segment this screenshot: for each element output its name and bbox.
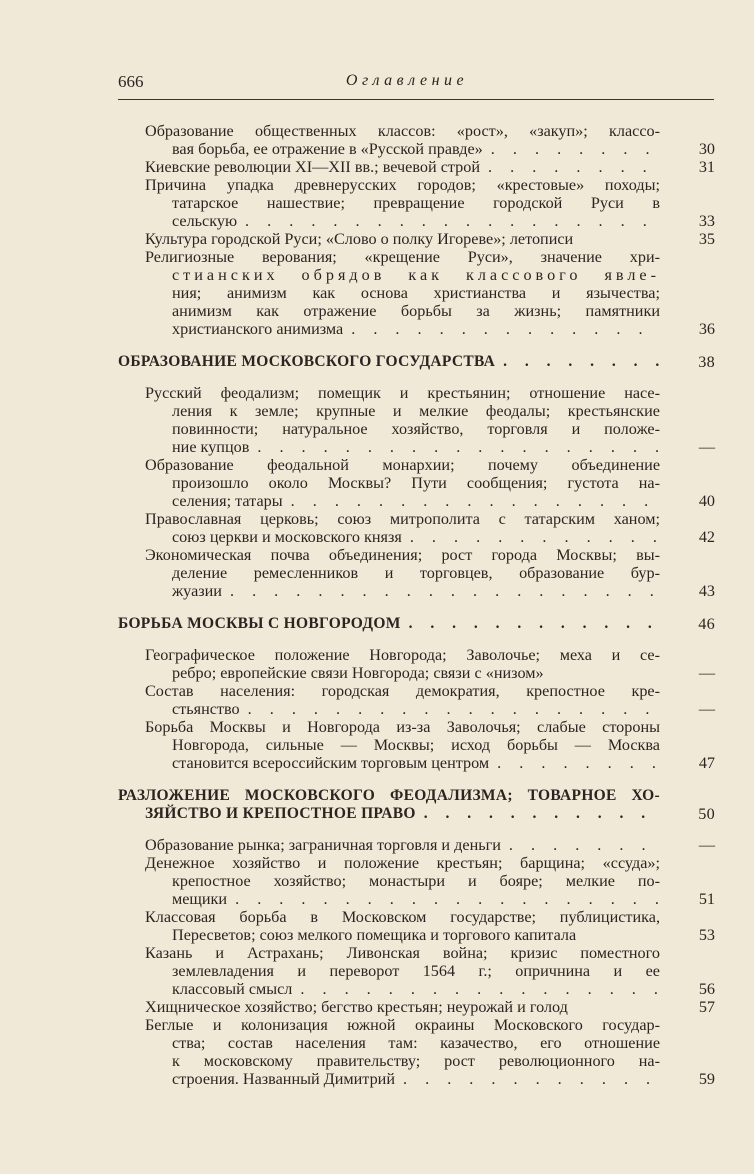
toc-line-text: селения; татары [172,492,283,510]
toc-line-text: Образование феодальной монархии; почему объединение [145,456,660,474]
toc-entry [145,158,715,176]
toc-line-text: произошло около Москвы? Пути сообщения; густота на- [172,474,660,492]
toc-line-text: становится всероссийским торговым центром [172,754,490,772]
toc-line-text: Казань и Астрахань; Ливонская война; кризис поместного [145,944,660,962]
toc-page-number: — [698,438,715,456]
toc-entry [145,122,715,158]
toc-page-number: 46 [698,615,715,633]
toc-line [172,754,715,772]
toc-entry [145,854,715,908]
toc-line-text: христианского анимизма [172,320,344,338]
toc-page-number: 53 [698,926,715,944]
toc-line [172,980,715,998]
toc-line [172,420,660,438]
dot-leader [480,158,660,176]
dot-leader [240,700,660,718]
toc-line-text: мещики [172,890,228,908]
toc-line-text: ребро; европейские связи Новгорода; связи с «низом» [172,664,544,682]
toc-page-number: 31 [698,158,715,176]
toc-entry [145,718,715,772]
toc-page-number: — [698,836,715,854]
dot-leader [416,805,660,823]
toc-line-text: Православная церковь; союз митрополита с татарским ханом; [145,510,660,528]
dot-leader [495,353,660,371]
toc-line-text: ЗЯЙСТВО И КРЕПОСТНОЕ ПРАВО [145,805,416,822]
toc-line [172,564,660,582]
toc-line-text: вая борьба, ее отражение в «Русской правде» [172,140,483,158]
toc-entry [145,682,715,718]
toc-page-number: 56 [698,980,715,998]
toc-line [145,546,660,564]
toc-entry [145,836,715,854]
header-rule [118,99,714,100]
toc-line [172,1052,660,1070]
toc-line-text: ния; анимизм как основа христианства и язычества; [172,284,660,302]
toc-entry [145,384,715,456]
toc-line-text: Экономическая почва объединения; рост города Москвы; вы- [145,546,660,564]
dot-leader [402,528,660,546]
toc-page-number: 30 [698,140,715,158]
toc-line [172,700,715,718]
toc-page-number: — [698,700,715,718]
toc-line [172,890,715,908]
toc-line [172,438,715,456]
toc-entry [145,1016,715,1088]
toc-line [145,908,660,926]
dot-leader [283,492,660,510]
toc-line [145,805,715,823]
toc-line-text: татарское нашествие; превращение городской Руси в [172,194,660,212]
toc-line-text: Образование общественных классов: «рост», «закуп»; классо- [145,122,660,140]
toc-page-number: 35 [698,230,715,248]
toc-line-text: Борьба Москвы и Новгорода из-за Заволочья; слабые стороны [145,718,660,736]
toc-entry [145,248,715,338]
toc-line [172,402,660,420]
toc-line [172,302,660,320]
toc-entry [145,546,715,600]
toc-line [145,944,660,962]
toc-page-number: 50 [698,805,715,823]
toc-line-text: ОБРАЗОВАНИЕ МОСКОВСКОГО ГОСУДАРСТВА [118,353,496,370]
toc-line-text: Причина упадка древнерусских городов; «крестовые» походы; [145,176,660,194]
toc-line-text: Религиозные верования; «крещение Руси», значение хри- [145,248,660,266]
toc-line [145,854,660,872]
toc-line-text: Классовая борьба в Московском государстве; публицистика, [145,908,660,926]
toc-line-text: Географическое положение Новгорода; Заволочье; меха и се- [145,646,660,664]
toc-line [172,528,715,546]
toc-line [118,615,715,633]
toc-entry [145,456,715,510]
toc-line-text: БОРЬБА МОСКВЫ С НОВГОРОДОМ [118,615,401,632]
toc-line [118,787,660,805]
toc-line-text: Пересветов; союз мелкого помещика и торгового капитала [172,926,577,944]
toc-page-number: 59 [698,1070,715,1088]
toc-line-text: ние купцов [172,438,250,456]
table-of-contents [118,122,715,1088]
toc-line [172,474,660,492]
toc-section-heading [118,787,715,823]
toc-page-number: 42 [698,528,715,546]
toc-line-text: Образование рынка; заграничная торговля и деньги [145,836,501,854]
toc-page-number: 38 [698,353,715,371]
toc-line [145,718,660,736]
toc-entry [145,908,715,944]
toc-line-text: Культура городской Руси; «Слово о полку Игореве»; летописи [145,230,574,248]
toc-line-text: стьянство [172,700,240,718]
toc-line-text: Русский феодализм; помещик и крестьянин; отношение насе- [145,384,660,402]
toc-line-text: крепостное хозяйство; монастыри и бояре; мелкие по- [172,872,660,890]
toc-line [145,248,660,266]
toc-line [145,230,715,248]
running-title: Оглавление [345,72,469,89]
toc-line-text: Киевские революции XI—XII вв.; вечевой строй [145,158,480,176]
dot-leader [249,438,660,456]
toc-line [172,140,715,158]
toc-page-number: 36 [698,320,715,338]
toc-line [145,510,660,528]
toc-line-text: Состав населения: городская демократия, крепостное кре- [145,682,660,700]
page-number: 666 [118,72,144,91]
toc-line [145,998,715,1016]
toc-line [145,646,660,664]
toc-page-number: 47 [698,754,715,772]
toc-line-text: стианских обрядов как классового явле- [172,266,660,284]
toc-line [172,266,660,284]
toc-line-text: ства; состав населения там: казачество, его отношение [172,1034,660,1052]
toc-line [172,492,715,510]
dot-leader [222,582,660,600]
dot-leader [227,890,660,908]
toc-line-text: РАЗЛОЖЕНИЕ МОСКОВСКОГО ФЕОДАЛИЗМА; ТОВАРНОЕ ХО- [118,787,660,804]
toc-line [172,582,715,600]
toc-page-number: — [698,664,715,682]
toc-line-text: к московскому правительству; рост революционного на- [172,1052,660,1070]
dot-leader [501,836,660,854]
toc-line [145,836,715,854]
toc-line [172,926,715,944]
toc-line [172,736,660,754]
toc-line [145,158,715,176]
toc-entry [145,510,715,546]
toc-page-number: 57 [698,998,715,1016]
toc-page-number: 43 [698,582,715,600]
toc-entry [145,646,715,682]
toc-line-text: анимизм как отражение борьбы за жизнь; памятники [172,302,660,320]
toc-line [172,284,660,302]
toc-line [145,456,660,474]
toc-line [172,194,660,212]
toc-line-text: повинности; натуральное хозяйство, торговля и положе- [172,420,660,438]
toc-line [145,384,660,402]
toc-line [145,176,660,194]
dot-leader [343,320,660,338]
toc-line-text: деление ремесленников и торговцев, образование бур- [172,564,660,582]
toc-section-heading [118,615,715,633]
toc-line-text: Хищническое хозяйство; бегство крестьян; неурожай и голод [145,998,568,1016]
toc-line-text: Беглые и колонизация южной окраины Московского государ- [145,1016,660,1034]
dot-leader [237,212,660,230]
toc-line [172,1034,660,1052]
toc-entry [145,944,715,998]
toc-line-text: союз церкви и московского князя [172,528,402,546]
toc-line-text: жуазии [172,582,222,600]
toc-page-number: 33 [698,212,715,230]
toc-line [172,962,660,980]
dot-leader [395,1070,660,1088]
toc-line-text: ления к земле; крупные и мелкие феодалы; крестьянские [172,402,660,420]
dot-leader [489,754,660,772]
toc-line [172,212,715,230]
toc-page-number: 40 [698,492,715,510]
toc-line [172,320,715,338]
toc-line [145,122,660,140]
toc-line-text: землевладения и переворот 1564 г.; опричнина и ее [172,962,660,980]
toc-line-text: строения. Названный Димитрий [172,1070,395,1088]
toc-entry [145,998,715,1016]
toc-line [145,682,660,700]
toc-line [172,872,660,890]
toc-line-text: сельскую [172,212,238,230]
toc-line-text: Новгорода, сильные — Москвы; исход борьбы — Москва [172,736,660,754]
toc-line [118,353,715,371]
toc-line [145,1016,660,1034]
toc-entry [145,230,715,248]
toc-page-number: 51 [698,890,715,908]
dot-leader [401,615,660,633]
toc-entry [145,176,715,230]
toc-line [172,1070,715,1088]
toc-line-text: классовый смысл [172,980,293,998]
toc-section-heading [118,353,715,371]
dot-leader [292,980,660,998]
dot-leader [483,140,660,158]
toc-line-text: Денежное хозяйство и положение крестьян; барщина; «ссуда»; [145,854,660,872]
toc-line [172,664,715,682]
